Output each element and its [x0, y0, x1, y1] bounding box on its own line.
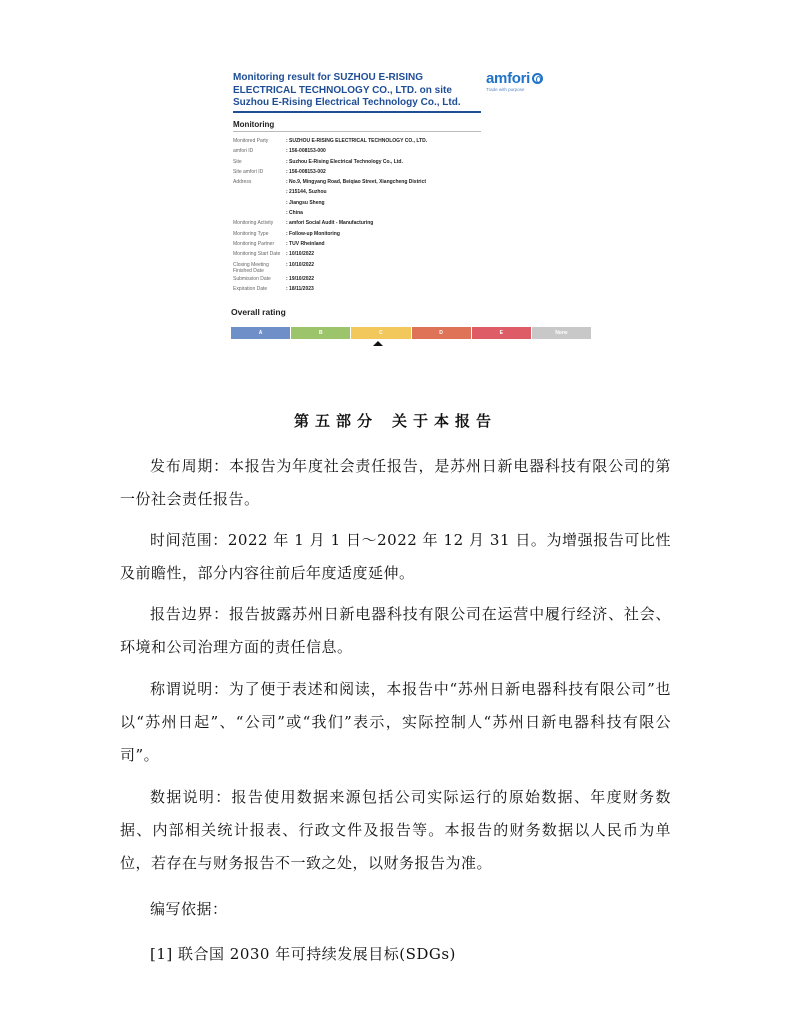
- certificate-title-line: Monitoring result for SUZHOU E-RISING: [233, 72, 423, 83]
- field-label: Closing Meeting Finished Date: [233, 261, 269, 274]
- field-row: [233, 169, 593, 179]
- paragraph-basis-item-1: [1] 联合国 2030 年可持续发展目标(SDGs): [150, 945, 456, 963]
- field-label: Monitored Party: [233, 138, 269, 144]
- field-row: [233, 210, 593, 220]
- rating-segment: B: [291, 327, 350, 339]
- field-row: [233, 251, 593, 261]
- field-value: : Follow-up Monitoring: [286, 230, 340, 237]
- field-label: Address: [233, 179, 252, 186]
- logo-text: amfori: [486, 70, 531, 88]
- field-value: : 215144, Suzhou: [286, 189, 327, 196]
- field-label: Submission Date: [233, 275, 271, 282]
- field-row: [233, 262, 593, 276]
- field-value: : Jiangsu Sheng: [286, 199, 325, 206]
- field-label: Site amfori ID: [233, 168, 264, 175]
- monitoring-certificate: [228, 64, 596, 354]
- certificate-title: [233, 72, 483, 110]
- certificate-title-line: ELECTRICAL TECHNOLOGY CO., LTD. on site: [233, 84, 452, 96]
- field-value: : 156-008153-002: [286, 168, 326, 175]
- field-row: [233, 148, 593, 158]
- section-heading: [0, 410, 791, 431]
- rating-segment: C: [351, 327, 410, 339]
- field-value: : No.9, Mingyang Road, Beiqiao Street, Xiangcheng District: [286, 179, 427, 186]
- rating-scale: [231, 327, 591, 339]
- rating-segment: A: [231, 327, 290, 339]
- overall-rating-title: Overall rating: [231, 307, 286, 317]
- field-value: : Suzhou E-Rising Electrical Technology Co., Ltd.: [286, 158, 403, 165]
- field-row: [233, 241, 593, 251]
- selected-rating-marker-icon: [373, 341, 383, 346]
- field-value: : SUZHOU E-RISING ELECTRICAL TECHNOLOGY CO., LTD.: [286, 138, 428, 144]
- field-label: Monitoring Type: [233, 230, 269, 237]
- rating-segment: D: [412, 327, 471, 339]
- field-row: [233, 179, 593, 189]
- field-row: [233, 286, 593, 296]
- field-label: amfori ID: [233, 148, 254, 155]
- field-value: : 19/10/2022: [286, 275, 315, 282]
- field-value: : TUV Rheinland: [286, 240, 325, 247]
- field-value: : 156-008153-000: [286, 148, 326, 155]
- logo-tagline: Trade with purpose: [486, 87, 525, 92]
- amfori-mark-icon: [532, 73, 543, 84]
- amfori-logo: [486, 70, 556, 92]
- section-title: 关于本报告: [392, 412, 498, 430]
- field-row: [233, 200, 593, 210]
- field-value: : 18/11/2023: [286, 285, 314, 292]
- monitoring-section-title: Monitoring: [233, 120, 275, 129]
- certificate-title-line: Suzhou E-Rising Electrical Technology Co., Ltd.: [233, 97, 461, 108]
- title-divider: [233, 111, 481, 113]
- field-value: : China: [286, 210, 303, 217]
- paragraph-time-range: 时间范围：2022 年 1 月 1 日～2022 年 12 月 31 日。为增强报告可比性及前瞻性，部分内容往前后年度适度延伸。: [120, 531, 671, 582]
- field-row: [233, 189, 593, 199]
- paragraph-data-description: 数据说明：报告使用数据来源包括公司实际运行的原始数据、年度财务数据、内部相关统计报表、行政文件及报告等。本报告的财务数据以人民币为单位，若存在与财务报告不一致之处，以财务报告为准。: [120, 788, 671, 872]
- field-row: [233, 220, 593, 230]
- field-value: : amfori Social Audit - Manufacturing: [286, 220, 374, 227]
- field-label: Monitoring Activity: [233, 220, 274, 227]
- field-row: [233, 159, 593, 169]
- paragraph-naming: 称谓说明：为了便于表述和阅读，本报告中“苏州日新电器科技有限公司”也以“苏州日起”、“公司”或“我们”表示，实际控制人“苏州日新电器科技有限公司”。: [120, 680, 671, 764]
- field-row: [233, 138, 593, 148]
- field-label: Monitoring Partner: [233, 240, 275, 247]
- field-label: Expiration Date: [233, 285, 268, 292]
- paragraph-basis-heading: 编写依据：: [150, 900, 228, 918]
- field-value: : 10/10/2022: [286, 251, 315, 258]
- field-label: Site: [233, 158, 242, 165]
- paragraph-release-cycle: 发布周期：本报告为年度社会责任报告，是苏州日新电器科技有限公司的第一份社会责任报告。: [120, 457, 671, 508]
- field-row: [233, 276, 593, 286]
- field-value: : 10/10/2022: [286, 261, 315, 268]
- rating-segment: E: [472, 327, 531, 339]
- rating-segment: None: [532, 327, 591, 339]
- section-number: 第五部分: [293, 412, 378, 430]
- field-label: Monitoring Start Date: [233, 251, 281, 258]
- field-row: [233, 231, 593, 241]
- monitoring-fields: [233, 138, 593, 296]
- paragraph-report-boundary: 报告边界：报告披露苏州日新电器科技有限公司在运营中履行经济、社会、环境和公司治理方面的责任信息。: [120, 605, 671, 656]
- section-divider: [233, 131, 481, 132]
